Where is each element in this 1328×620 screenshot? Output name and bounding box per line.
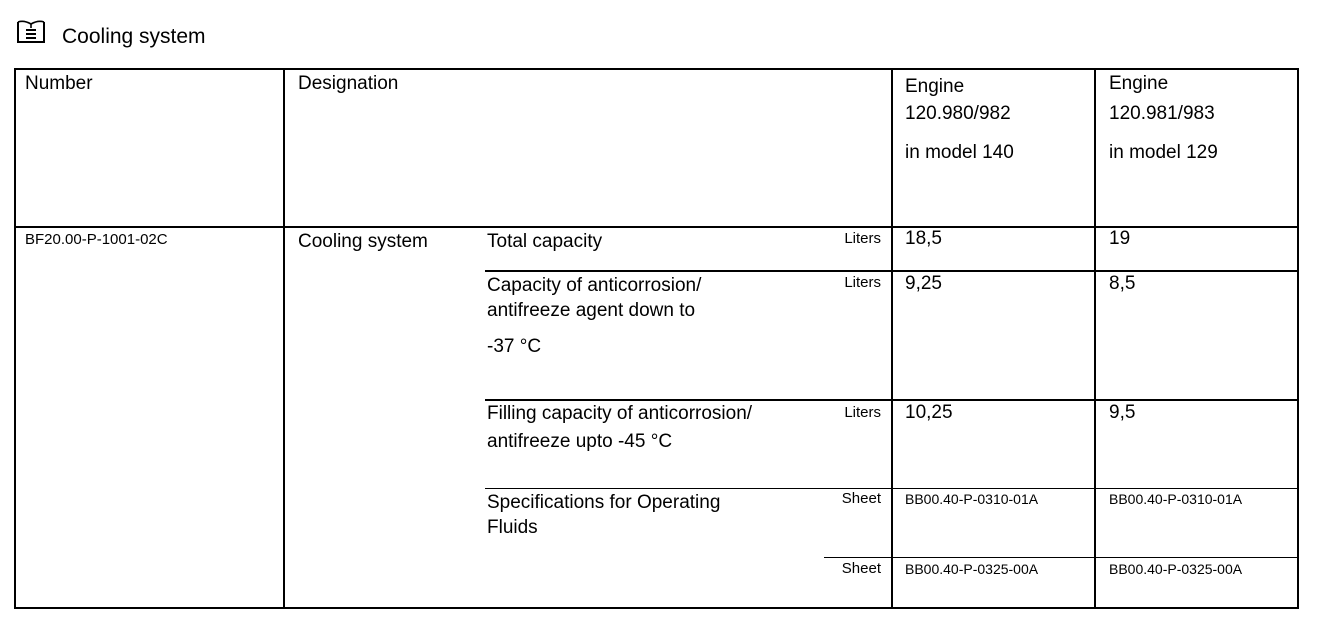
unit-label: Liters xyxy=(844,230,881,247)
header-engine-b-line1: Engine xyxy=(1109,73,1169,94)
designation-line: Filling capacity of anticorrosion/ xyxy=(487,403,753,424)
value-engine-b: 9,5 xyxy=(1109,402,1136,423)
unit-label: Liters xyxy=(844,404,881,421)
designation-line: antifreeze agent down to xyxy=(487,300,696,321)
specification-table xyxy=(14,68,1299,609)
table-border-bottom xyxy=(14,607,1299,609)
value-engine-a: 10,25 xyxy=(905,402,953,423)
designation-line: Fluids xyxy=(487,517,538,538)
header-number: Number xyxy=(25,73,93,94)
page-title: Cooling system xyxy=(62,25,206,48)
group-label: Cooling system xyxy=(298,231,428,252)
value-engine-a: BB00.40-P-0310-01A xyxy=(905,491,1039,507)
designation-line: Specifications for Operating xyxy=(487,492,721,513)
header-engine-b-line2: 120.981/983 xyxy=(1109,103,1215,124)
designation-line: Capacity of anticorrosion/ xyxy=(487,275,702,296)
designation-line: antifreeze upto -45 °C xyxy=(487,431,673,452)
value-engine-a: BB00.40-P-0325-00A xyxy=(905,561,1039,577)
table-border-right xyxy=(1297,68,1299,609)
column-divider-1 xyxy=(283,68,285,609)
value-engine-b: BB00.40-P-0325-00A xyxy=(1109,561,1243,577)
manual-book-icon xyxy=(16,18,46,46)
header-engine-b-line3: in model 129 xyxy=(1109,142,1218,163)
unit-label: Sheet xyxy=(841,490,881,507)
value-engine-a: 9,25 xyxy=(905,273,942,294)
row-separator xyxy=(485,270,1299,272)
header-engine-a-line2: 120.980/982 xyxy=(905,103,1011,124)
header-separator xyxy=(14,226,1299,228)
value-engine-b: 8,5 xyxy=(1109,273,1136,294)
unit-label: Liters xyxy=(844,274,881,291)
column-divider-2 xyxy=(891,68,893,609)
table-border-left xyxy=(14,68,16,609)
value-engine-b: 19 xyxy=(1109,228,1131,249)
header-designation: Designation xyxy=(298,73,399,94)
document-number: BF20.00-P-1001-02C xyxy=(25,231,168,248)
unit-label: Sheet xyxy=(841,560,881,577)
column-divider-3 xyxy=(1094,68,1096,609)
designation-line: -37 °C xyxy=(487,336,542,357)
header-engine-a-line1: Engine xyxy=(905,76,965,97)
header-engine-a-line3: in model 140 xyxy=(905,142,1014,163)
value-engine-a: 18,5 xyxy=(905,228,942,249)
table-border-top xyxy=(14,68,1299,70)
designation-line: Total capacity xyxy=(487,231,603,252)
value-engine-b: BB00.40-P-0310-01A xyxy=(1109,491,1243,507)
